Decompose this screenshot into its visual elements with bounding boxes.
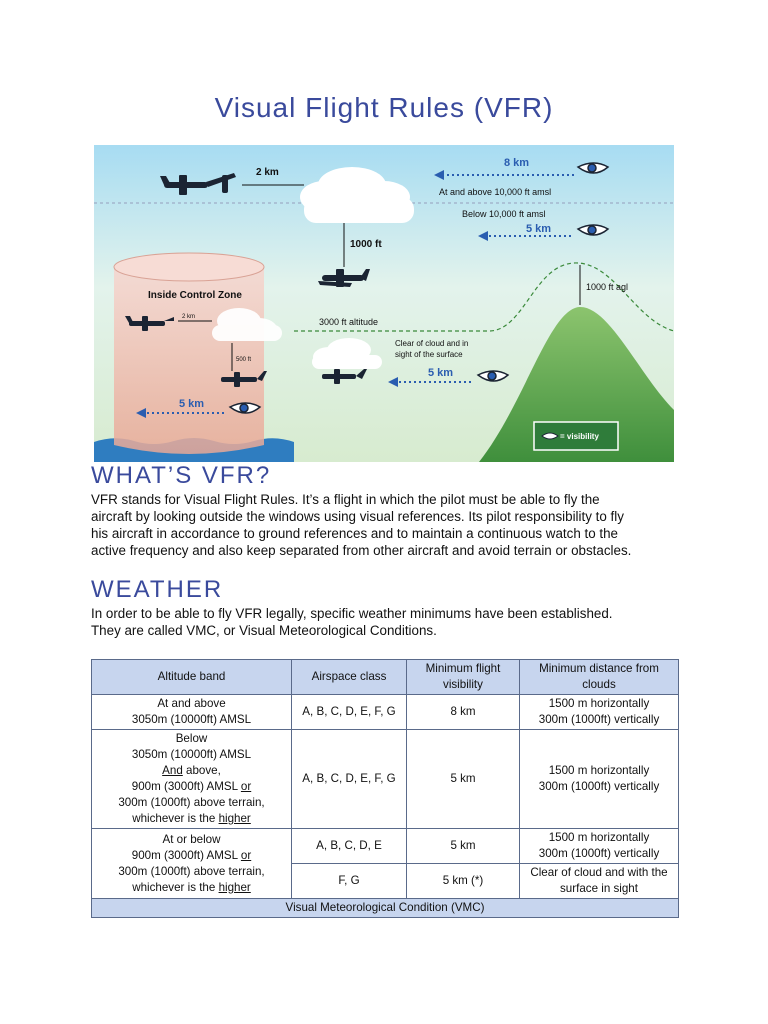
label-cz-500ft: 500 ft bbox=[236, 357, 252, 363]
whats-vfr-body bbox=[91, 491, 681, 559]
whats-vfr-line: his aircraft in accordance to ground references and to maintain a continuous watch to the bbox=[91, 526, 619, 541]
label-cz-2km: 2 km bbox=[182, 314, 196, 320]
cell-visibility: 8 km bbox=[407, 695, 520, 730]
weather-line: In order to be able to fly VFR legally, specific weather minimums have been established. bbox=[91, 606, 613, 621]
cell-visibility: 5 km (*) bbox=[407, 864, 520, 899]
cell-airspace: A, B, C, D, E, F, G bbox=[292, 695, 407, 730]
cell-line: 300m (1000ft) above terrain, bbox=[118, 864, 265, 878]
whats-vfr-line: VFR stands for Visual Flight Rules. It’s a flight in which the pilot must be able to fly the bbox=[91, 492, 600, 507]
label-3000ft-altitude: 3000 ft altitude bbox=[319, 317, 379, 327]
label-clear-cloud-2: sight of the surface bbox=[395, 350, 463, 359]
cell-distance bbox=[520, 695, 679, 730]
table-header-row bbox=[92, 660, 679, 695]
cell-distance bbox=[520, 829, 679, 864]
cell-line: At or below bbox=[162, 832, 221, 846]
cell-altitude bbox=[92, 730, 292, 829]
label-8km: 8 km bbox=[504, 157, 530, 169]
cell-airspace: A, B, C, D, E, F, G bbox=[292, 730, 407, 829]
cell-line bbox=[95, 880, 288, 896]
text-whichever: whichever is the bbox=[132, 880, 219, 894]
cell-line: surface in sight bbox=[560, 882, 638, 895]
label-1000ft: 1000 ft bbox=[350, 239, 382, 250]
table-footer: Visual Meteorological Condition (VMC) bbox=[92, 899, 679, 918]
legend-label: = visibility bbox=[560, 432, 599, 441]
label-5km-left: 5 km bbox=[179, 398, 205, 410]
label-below-10000: Below 10,000 ft amsl bbox=[462, 209, 546, 219]
cell-line: 300m (1000ft) above terrain, bbox=[118, 796, 265, 809]
underlined-and: And bbox=[162, 764, 183, 777]
cell-line: At and above bbox=[157, 697, 226, 710]
cell-distance bbox=[520, 864, 679, 899]
cell-line bbox=[95, 779, 288, 795]
whats-vfr-line: aircraft by looking outside the windows using visual references. Its pilot responsibility to fly bbox=[91, 509, 624, 524]
cell-airspace: A, B, C, D, E bbox=[292, 829, 407, 864]
label-1000ft-agl: 1000 ft agl bbox=[586, 282, 629, 292]
label-clear-cloud-1: Clear of cloud and in bbox=[395, 339, 469, 348]
cell-line: 1500 m horizontally bbox=[548, 697, 650, 710]
weather-heading: WEATHER bbox=[91, 576, 224, 603]
vfr-diagram bbox=[94, 145, 674, 462]
cell-line bbox=[95, 763, 288, 779]
underlined-higher: higher bbox=[218, 880, 251, 894]
table-row bbox=[92, 695, 679, 730]
whats-vfr-heading: WHAT’S VFR? bbox=[91, 462, 272, 489]
label-above-10000: At and above 10,000 ft amsl bbox=[439, 187, 552, 197]
text-whichever: whichever is the bbox=[132, 812, 219, 825]
underlined-higher: higher bbox=[218, 812, 251, 825]
weather-line: They are called VMC, or Visual Meteorological Conditions. bbox=[91, 623, 437, 638]
header-min-distance: Minimum distance from clouds bbox=[520, 660, 679, 695]
cell-line: Clear of cloud and with the bbox=[530, 866, 668, 879]
cell-line: Below bbox=[175, 732, 208, 745]
cell-line: 3050m (10000ft) AMSL bbox=[131, 748, 252, 761]
table-footer-row bbox=[92, 899, 679, 918]
header-altitude-band: Altitude band bbox=[92, 660, 292, 695]
cell-line: 3050m (10000ft) AMSL bbox=[131, 713, 252, 726]
cell-line: 300m (1000ft) vertically bbox=[538, 847, 660, 860]
header-min-visibility: Minimum flight visibility bbox=[407, 660, 520, 695]
control-zone-top bbox=[114, 253, 264, 281]
cell-distance bbox=[520, 730, 679, 829]
cell-line: 300m (1000ft) vertically bbox=[538, 780, 660, 793]
whats-vfr-line: active frequency and also keep separated from other aircraft and avoid terrain or obstacles. bbox=[91, 543, 632, 558]
underlined-or: or bbox=[240, 780, 252, 793]
label-control-zone: Inside Control Zone bbox=[148, 290, 242, 301]
header-airspace-class: Airspace class bbox=[292, 660, 407, 695]
text-above: above, bbox=[182, 764, 221, 777]
cell-line: 1500 m horizontally bbox=[548, 764, 650, 777]
cell-altitude bbox=[92, 829, 292, 899]
cell-line bbox=[95, 848, 288, 864]
label-5km-top: 5 km bbox=[526, 223, 552, 235]
label-5km-mid: 5 km bbox=[428, 367, 454, 379]
cell-visibility: 5 km bbox=[407, 829, 520, 864]
table-row bbox=[92, 730, 679, 829]
cell-visibility: 5 km bbox=[407, 730, 520, 829]
underlined-or: or bbox=[240, 848, 252, 862]
cell-line: 1500 m horizontally bbox=[548, 831, 650, 844]
page-title: Visual Flight Rules (VFR) bbox=[214, 92, 554, 123]
vmc-table bbox=[91, 659, 679, 918]
weather-body bbox=[91, 605, 681, 639]
text-900m: 900m (3000ft) AMSL bbox=[131, 848, 241, 862]
table-row bbox=[92, 829, 679, 864]
cell-airspace: F, G bbox=[292, 864, 407, 899]
cell-line bbox=[95, 811, 288, 827]
label-2km: 2 km bbox=[256, 167, 279, 178]
cell-line: 300m (1000ft) vertically bbox=[538, 713, 660, 726]
text-900m: 900m (3000ft) AMSL bbox=[131, 780, 241, 793]
cell-altitude bbox=[92, 695, 292, 730]
